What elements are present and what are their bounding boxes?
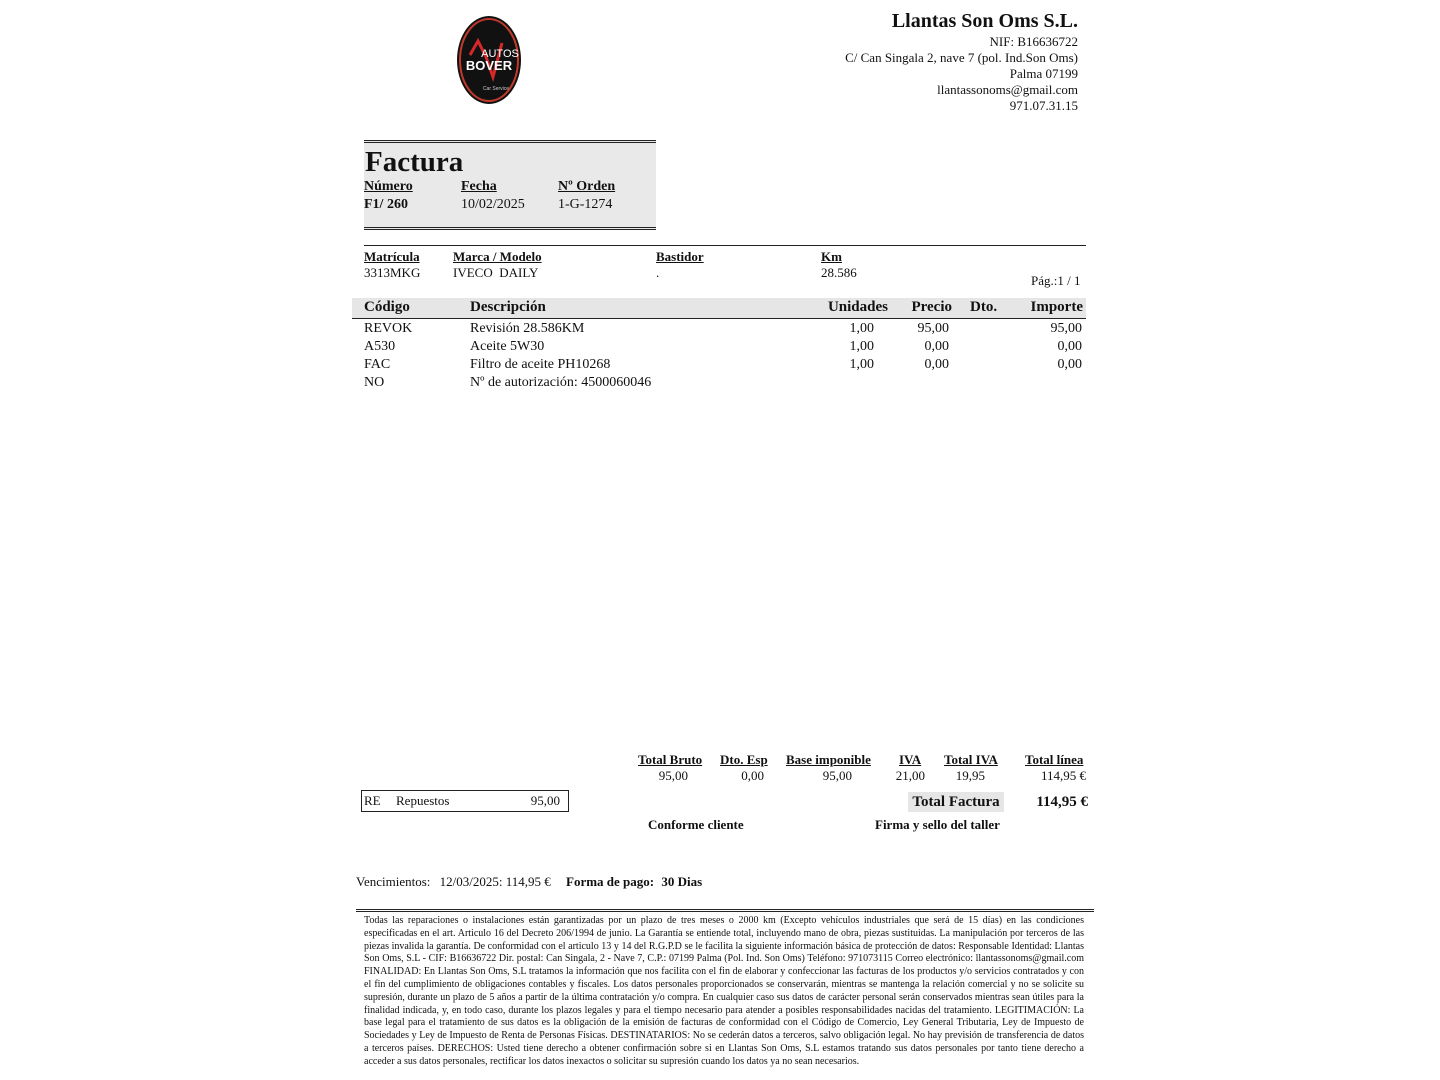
row3-descripcion: Filtro de aceite PH10268 [470, 357, 611, 372]
total-iva-label: Total IVA [944, 752, 998, 767]
total-bruto-label: Total Bruto [638, 752, 703, 767]
legal-text: Todas las reparaciones o instalaciones están garantizadas por un plazo de tres meses o 2000 km (Excepto vehículos industriales que será de 15 días) en las condiciones especificadas en el art. Articulo 16 del Decreto 206/1994 de junio. La Garantía se entiende total, incluyendo mano de obra, piezas sustituidas. La manipulación por terceros de las piezas invalida la garantía. De conformidad con el articulo 13 y 14 del R.G.P.D se le facilita la siguiente información básica de protección de datos: Responsable Identidad: Llantas Son Oms, S.L - CIF: B16636722 Dir. postal: Can Singala, 2 - Nave 7, C.P.: 07199 Palma (Pol. Ind. Son Oms) Teléfono: 971073115 Correo electrónico: llantassonoms@gmail.com FINALIDAD: En Llantas Son Oms, S.L tratamos la información que nos facilita con el fin de elaborar y confeccionar las facturas de los productos y/o servicios contratados y con el fin del cumplimiento de obligaciones contables y fiscales. Los datos personales proporcionados se conservarán, mientras se mantenga la relación comercial y no se solicite su supresión, durante un plazo de 5 años a partir de la última contratación y/o compra. En cualquier caso sus datos de carácter personal serán conservados mientras sean útiles para la finalidad indicada, y, en todo caso, durante los plazos legales y para el tiempo necesario para atender a posibles responsabilidades nacidas del tratamiento. LEGITIMACIÓN: La base legal para el tratamiento de sus datos es la obligación de la emisión de facturas de conformidad con el Código de Comercio, Ley General Tributaria, Ley de Impuesto de Sociedades y Ley de Impuesto de Renta de Personas Físicas. DESTINATARIOS: No se cederán datos a terceros, salvo obligación legal. No hay previsión de transferencia de datos a terceros países. DERECHOS: Usted tiene derecho a obtener confirmación sobre si en Llantas Son Oms, S.L estamos tratando sus datos personales por tanto tiene derecho a acceder a sus datos personales, rectificar los datos inexactos o solicitar su supresión cuando los datos ya no sean necesarios. [364, 915, 1084, 1067]
row4-descripcion: Nº de autorización: 4500060046 [470, 375, 652, 390]
total-iva-value: 19,95 [955, 768, 985, 783]
row1-importe: 95,00 [1050, 321, 1082, 336]
col-unidades: Unidades [827, 299, 888, 315]
forma-pago-value: 30 Dias [661, 874, 703, 889]
logo-sub: Car Service [482, 86, 510, 92]
invoice-title: Factura [365, 146, 464, 178]
bastidor-value: . [656, 265, 660, 280]
firma-taller: Firma y sello del taller [875, 817, 1000, 832]
km-label: Km [821, 249, 842, 264]
payment-info [356, 874, 702, 890]
col-descripcion: Descripción [470, 299, 546, 315]
logo-line2: BOVER [465, 58, 513, 73]
row2-descripcion: Aceite 5W30 [470, 339, 545, 354]
total-linea-value: 114,95 € [1040, 768, 1086, 783]
row3-unidades: 1,00 [849, 357, 874, 372]
page-number: Pág.:1 / 1 [1031, 273, 1081, 288]
forma-pago-label: Forma de pago: [566, 874, 655, 889]
row2-precio: 0,00 [924, 339, 949, 354]
row1-unidades: 1,00 [849, 321, 874, 336]
marca-value: IVECO DAILY [453, 265, 539, 280]
conforme-cliente: Conforme cliente [648, 817, 744, 832]
fecha-value: 10/02/2025 [461, 197, 525, 212]
row2-unidades: 1,00 [849, 339, 874, 354]
row3-precio: 0,00 [924, 357, 949, 372]
company-info [845, 8, 1078, 114]
row2-codigo: A530 [364, 339, 396, 354]
matricula-value: 3313MKG [364, 265, 421, 280]
fecha-label: Fecha [461, 179, 497, 194]
orden-value: 1-G-1274 [558, 197, 613, 212]
marca-label: Marca / Modelo [453, 249, 542, 264]
legal-divider [356, 909, 1094, 912]
bastidor-label: Bastidor [656, 249, 704, 264]
row2-importe: 0,00 [1057, 339, 1082, 354]
base-imponible-label: Base imponible [786, 752, 871, 767]
col-dto: Dto. [970, 299, 998, 315]
base-imponible-value: 95,00 [822, 768, 852, 783]
total-factura-label: Total Factura [908, 792, 1004, 812]
numero-label: Número [364, 179, 413, 194]
row1-descripcion: Revisión 28.586KM [470, 321, 585, 336]
total-linea-label: Total línea [1025, 752, 1084, 767]
logo-line1: AUTOS [481, 48, 519, 60]
summary-label: Repuestos [396, 793, 450, 808]
km-value: 28.586 [821, 265, 857, 280]
total-bruto-value: 95,00 [658, 768, 688, 783]
company-nif: NIF: B16636722 [989, 34, 1078, 49]
col-codigo: Código [364, 299, 410, 315]
iva-value: 21,00 [895, 768, 925, 783]
matricula-label: Matrícula [364, 249, 420, 264]
company-email: llantassonoms@gmail.com [937, 82, 1078, 97]
vencimiento-value: 12/03/2025: 114,95 € [439, 874, 551, 889]
company-phone: 971.07.31.15 [1009, 98, 1078, 113]
orden-label: Nº Orden [558, 179, 616, 194]
numero-value: F1/ 260 [364, 197, 408, 212]
row4-codigo: NO [364, 375, 385, 390]
col-importe: Importe [1030, 299, 1083, 315]
row3-codigo: FAC [364, 357, 391, 372]
dto-esp-label: Dto. Esp [720, 752, 768, 767]
row1-precio: 95,00 [917, 321, 949, 336]
company-city: Palma 07199 [1009, 66, 1078, 81]
company-name: Llantas Son Oms S.L. [891, 10, 1078, 32]
company-address: C/ Can Singala 2, nave 7 (pol. Ind.Son Oms) [845, 50, 1078, 65]
total-factura-value: 114,95 € [1036, 794, 1088, 810]
summary-amount: 95,00 [530, 793, 560, 808]
dto-esp-value: 0,00 [741, 768, 764, 783]
vencimientos-label: Vencimientos: [356, 874, 431, 889]
iva-label: IVA [899, 752, 922, 767]
vehicle-divider [364, 245, 1086, 246]
repuestos-summary-box [361, 790, 569, 812]
col-precio: Precio [911, 299, 952, 315]
autos-bover-logo [456, 15, 522, 105]
summary-code: RE [364, 793, 381, 808]
row1-codigo: REVOK [364, 321, 413, 336]
row3-importe: 0,00 [1057, 357, 1082, 372]
